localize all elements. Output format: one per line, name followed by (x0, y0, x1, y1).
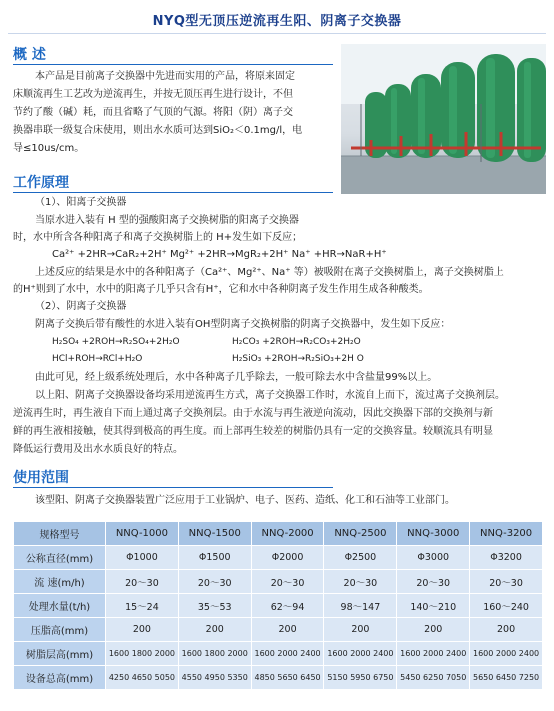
table-cell: Φ3200 (470, 546, 543, 570)
table-cell: Φ3000 (397, 546, 470, 570)
table-cell: 1600 1800 2000 (178, 642, 251, 666)
table-cell: 1600 2000 2400 (470, 642, 543, 666)
reaction-equation: H₂SO₄ +2ROH→R₂SO₄+2H₂O (52, 337, 180, 347)
table-cell: 1600 2000 2400 (324, 642, 397, 666)
table-cell: 140～210 (397, 594, 470, 618)
table-cell: 1600 2000 2400 (251, 642, 324, 666)
overview-line: 本产品是目前离子交换器中先进而实用的产品，将原来固定 (35, 71, 295, 82)
table-cell: Φ1500 (178, 546, 251, 570)
row-label: 流 速(m/h) (14, 570, 106, 594)
table-cell: 20～30 (470, 570, 543, 594)
scope-heading: 使用范围 (13, 470, 69, 486)
principle-text: 逆流再生时，再生液自下而上通过离子交换剂层。由于水流与再生液逆向流动，因此交换器下部的交换剂与新 (13, 408, 493, 419)
reaction-equation: HCl+ROH→RCl+H₂O (52, 354, 143, 364)
principle-text: 的H⁺则到了水中，水中的阳离子几乎只含有H⁺，它和水中各种阴离子发生作用生成各种酸类。 (13, 284, 429, 295)
table-header-cell: NNQ-3200 (470, 522, 543, 546)
subheading-cation: （1）、阳离子交换器 (35, 197, 127, 208)
row-label: 公称直径(mm) (14, 546, 106, 570)
table-cell: 5450 6250 7050 (397, 666, 470, 690)
table-header-row (14, 522, 543, 546)
reaction-equation: H₂CO₃ +2ROH→R₂CO₃+2H₂O (232, 337, 361, 347)
table-cell: 98～147 (324, 594, 397, 618)
table-cell: 200 (106, 618, 179, 642)
title-divider (8, 33, 546, 34)
table-header-cell: NNQ-3000 (397, 522, 470, 546)
principle-text: 阴离子交换后带有酸性的水进入装有OH型阴离子交换树脂的阴离子交换器中，发生如下反应： (35, 319, 451, 330)
reaction-equation: H₂SiO₃ +2ROH→R₂SiO₃+2H O (232, 354, 364, 364)
row-label: 处理水量(t/h) (14, 594, 106, 618)
table-cell: 15～24 (106, 594, 179, 618)
table-cell: 200 (324, 618, 397, 642)
overview-heading: 概 述 (13, 47, 46, 63)
table-cell: 20～30 (397, 570, 470, 594)
table-cell: 4850 5650 6450 (251, 666, 324, 690)
table-cell: 200 (397, 618, 470, 642)
table-header-cell: NNQ-2000 (251, 522, 324, 546)
table-cell: 160～240 (470, 594, 543, 618)
table-cell: 4550 4950 5350 (178, 666, 251, 690)
table-row (14, 570, 543, 594)
reaction-equation: Ca²⁺ +2HR→CaR₂+2H⁺ Mg²⁺ +2HR→MgR₂+2H⁺ Na⁺ +HR→NaR+H⁺ (52, 249, 387, 260)
table-cell: 5650 6450 7250 (470, 666, 543, 690)
table-cell: 20～30 (178, 570, 251, 594)
table-row (14, 642, 543, 666)
overview-line: 床顺流再生工艺改为逆流再生，并按无顶压再生进行设计，不但 (13, 89, 293, 100)
table-cell: Φ2000 (251, 546, 324, 570)
table-header-cell: NNQ-1500 (178, 522, 251, 546)
table-cell: 35～53 (178, 594, 251, 618)
table-cell: 20～30 (106, 570, 179, 594)
table-cell: Φ1000 (106, 546, 179, 570)
principle-text: 鲜的再生液相接触，使其得到极高的再生度。而上部再生较差的树脂仍具有一定的交换容量。较顺流具有明显 (13, 426, 493, 437)
scope-text: 该型阳、阴离子交换器装置广泛应用于工业锅炉、电子、医药、造纸、化工和石油等工业部门。 (35, 495, 455, 506)
table-cell: 20～30 (324, 570, 397, 594)
overview-line: 换器串联一级复合床使用，则出水水质可达到SiO₂＜0.1mg/l，电 (13, 125, 303, 136)
table-cell: Φ2500 (324, 546, 397, 570)
spec-table (13, 521, 543, 690)
table-cell: 200 (251, 618, 324, 642)
table-header-cell: NNQ-2500 (324, 522, 397, 546)
principle-text: 上述反应的结果是水中的各种阳离子（Ca²⁺、Mg²⁺、Na⁺ 等）被吸附在离子交换树脂上，离子交换树脂上 (35, 267, 504, 278)
principle-text: 由此可见，经上级系统处理后，水中各种离子几乎除去，一般可除去水中含盐量99%以上。 (35, 372, 438, 383)
table-cell: 1600 1800 2000 (106, 642, 179, 666)
principle-underline (13, 192, 333, 193)
table-cell: 62～94 (251, 594, 324, 618)
table-row (14, 546, 543, 570)
table-header-cell: NNQ-1000 (106, 522, 179, 546)
principle-heading: 工作原理 (13, 175, 69, 191)
row-label: 设备总高(mm) (14, 666, 106, 690)
overview-line: 导≤10us/cm。 (13, 143, 85, 154)
table-cell: 20～30 (251, 570, 324, 594)
ion-exchanger-photo (341, 44, 546, 194)
principle-text: 当原水进入装有 H 型的强酸阳离子交换树脂的阳离子交换器 (35, 215, 299, 226)
table-cell: 200 (178, 618, 251, 642)
table-row (14, 666, 543, 690)
row-label: 压脂高(mm) (14, 618, 106, 642)
table-row (14, 594, 543, 618)
subheading-anion: （2）、阴离子交换器 (35, 301, 127, 312)
table-cell: 1600 2000 2400 (397, 642, 470, 666)
scope-underline (13, 487, 333, 488)
table-header-cell: 规格型号 (14, 522, 106, 546)
principle-text: 时，水中所含各种阳离子和离子交换树脂上的 H+发生如下反应； (13, 232, 303, 243)
principle-text: 降低运行费用及出水水质良好的特点。 (13, 444, 183, 455)
table-cell: 4250 4650 5050 (106, 666, 179, 690)
table-cell: 200 (470, 618, 543, 642)
principle-text: 以上阳、阴离子交换器设备均采用逆流再生方式，离子交换器工作时，水流自上而下，流过离子交换剂层。 (35, 390, 505, 401)
overview-underline (13, 64, 333, 65)
table-row (14, 618, 543, 642)
table-cell: 5150 5950 6750 (324, 666, 397, 690)
overview-line: 节约了酸（碱）耗，而且省略了气顶的气源。将阳（阴）离子交 (13, 107, 293, 118)
row-label: 树脂层高(mm) (14, 642, 106, 666)
page-title: NYQ型无顶压逆流再生阳、阴离子交换器 (152, 14, 402, 29)
